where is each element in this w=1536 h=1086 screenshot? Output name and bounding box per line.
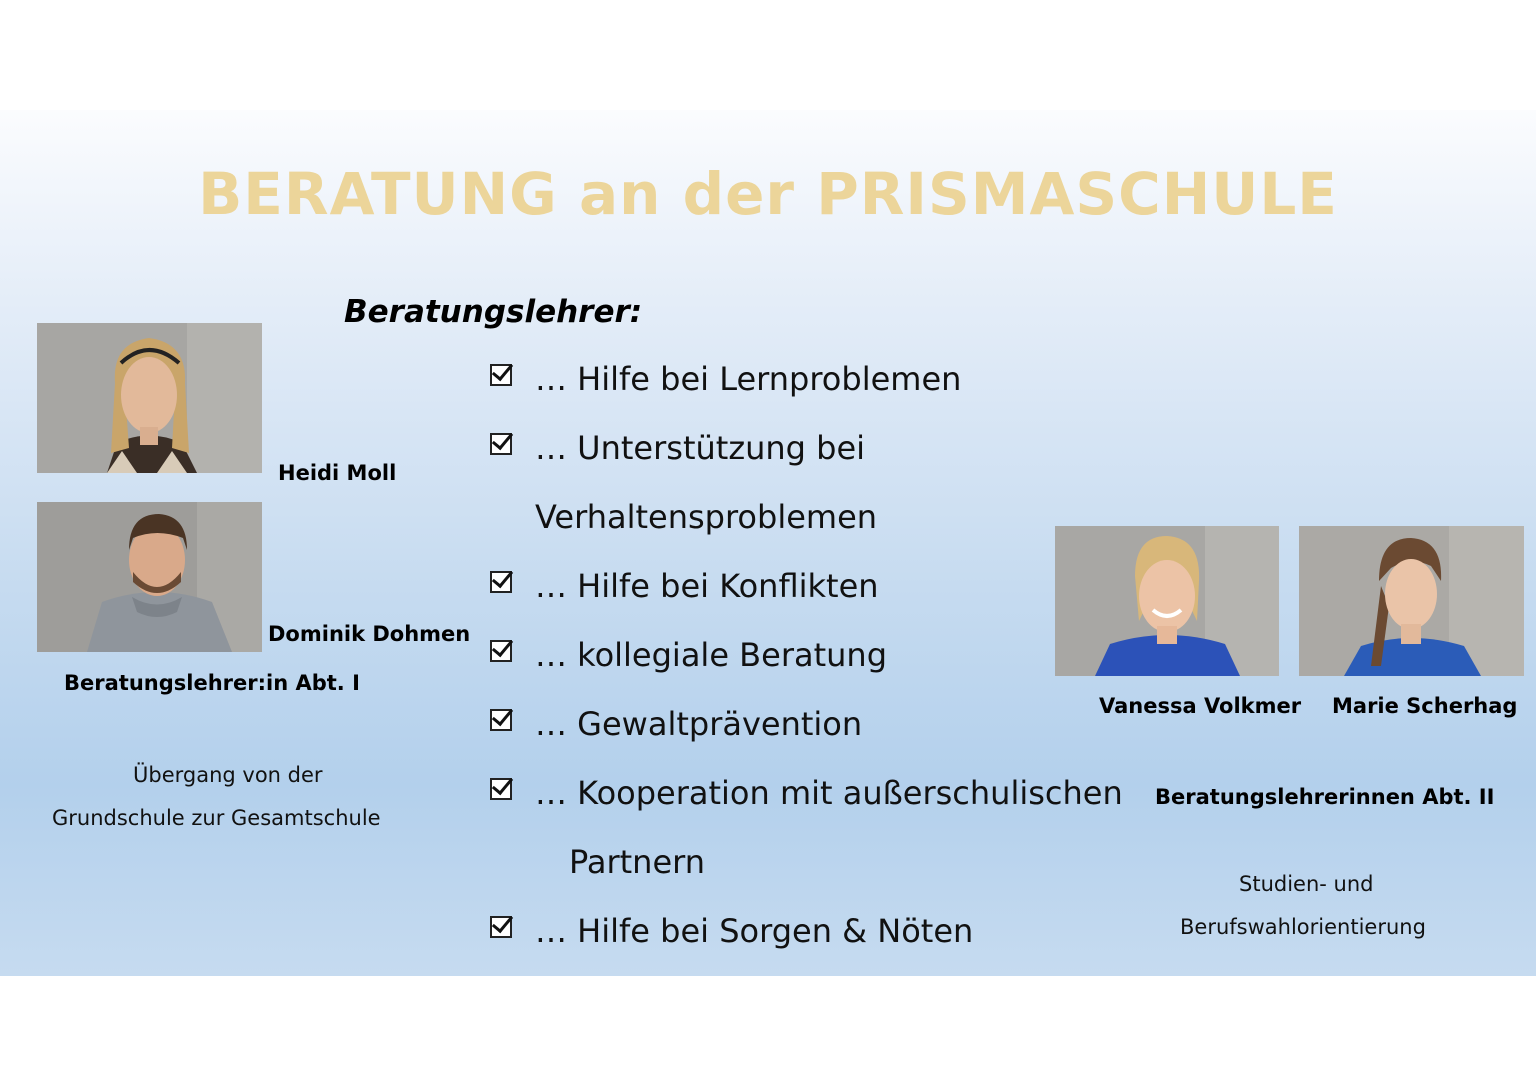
- person-name-marie-scherhag: Marie Scherhag: [1332, 694, 1518, 718]
- photo-vanessa-volkmer: [1055, 526, 1279, 676]
- photo-marie-scherhag: [1299, 526, 1524, 676]
- person-name-vanessa-volkmer: Vanessa Volkmer: [1099, 694, 1302, 718]
- checkbox-icon: [490, 571, 512, 593]
- role-label-abt1: Beratungslehrer:in Abt. I: [64, 671, 360, 695]
- focus-text-line: Übergang von der: [133, 763, 323, 787]
- focus-text-line: Studien- und: [1239, 872, 1374, 896]
- checkbox-icon: [490, 916, 512, 938]
- section-heading: Beratungslehrer:: [344, 294, 643, 330]
- role-label-abt2: Beratungslehrerinnen Abt. II: [1155, 785, 1495, 809]
- focus-text-line: Berufswahlorientierung: [1180, 915, 1426, 939]
- focus-text-line: Grundschule zur Gesamtschule: [52, 806, 381, 830]
- checkbox-icon: [490, 364, 512, 386]
- person-name-dominik-dohmen: Dominik Dohmen: [268, 622, 471, 646]
- list-item-continuation: Verhaltensproblemen: [535, 498, 878, 536]
- checkbox-icon: [490, 709, 512, 731]
- checkbox-icon: [490, 778, 512, 800]
- person-name-heidi-moll: Heidi Moll: [278, 461, 397, 485]
- photo-heidi-moll: [37, 323, 262, 473]
- list-item-continuation: Partnern: [569, 843, 706, 881]
- slide-title: BERATUNG an der PRISMASCHULE: [198, 160, 1338, 228]
- photo-dominik-dohmen: [37, 502, 262, 652]
- checkbox-icon: [490, 640, 512, 662]
- checkbox-icon: [490, 433, 512, 455]
